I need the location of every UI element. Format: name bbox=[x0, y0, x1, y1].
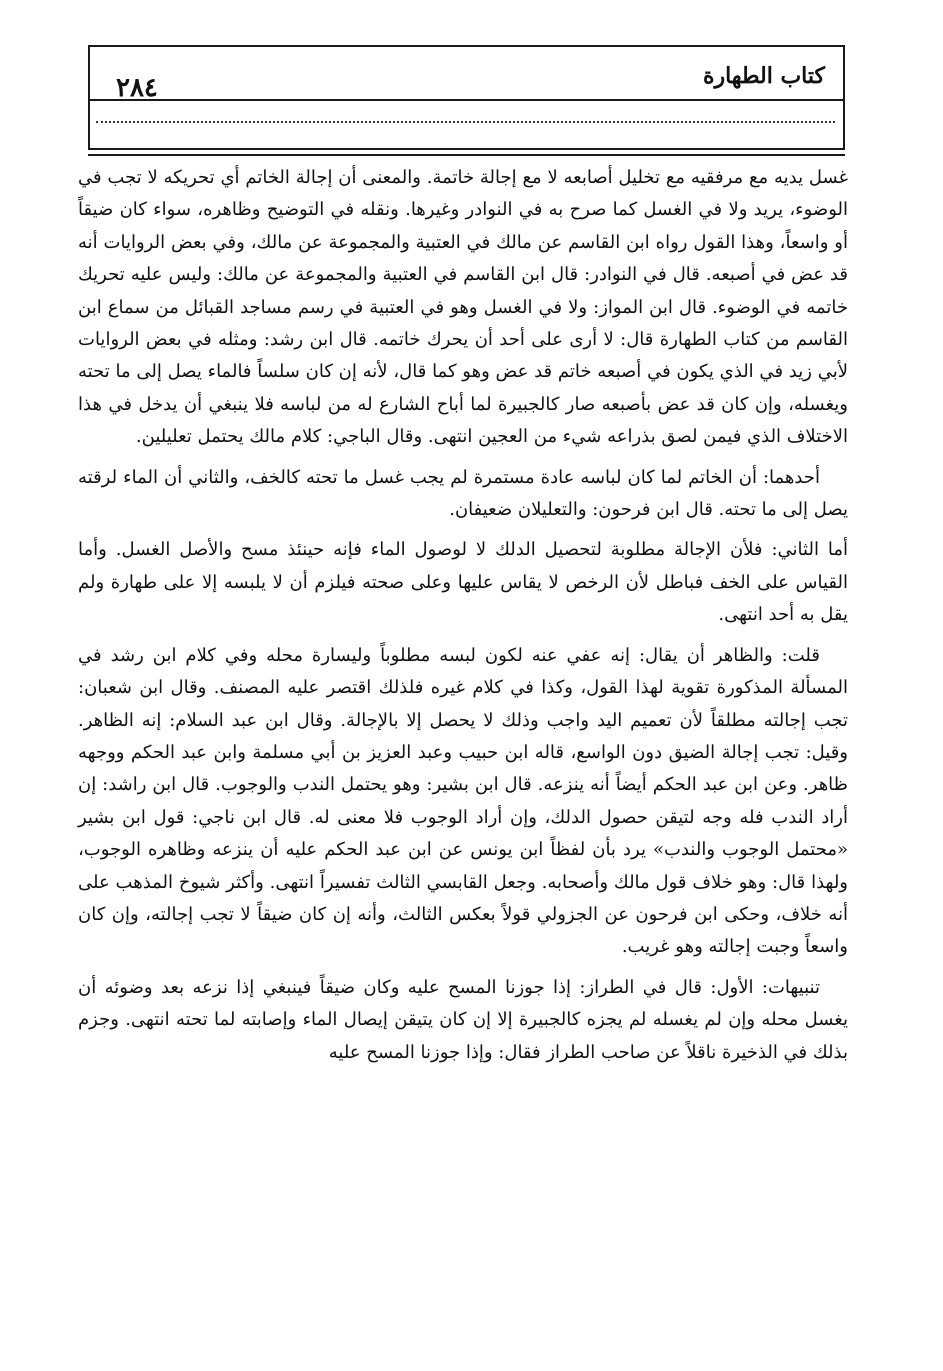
paragraph-2: أحدهما: أن الخاتم لما كان لباسه عادة مستمرة لم يجب غسل ما تحته كالخف، والثاني أن الماء لرقته يصل إلى ما تحته. قال ابن فرحون: والتعليلان ضعيفان. bbox=[78, 466, 848, 521]
paragraph-5: تنبيهات: الأول: قال في الطراز: إذا جوزنا المسح عليه وكان ضيقاً فينبغي إذا نزعه بعد وضوئه أن يغسل محله وإن لم يغسله لم يجزه كالجبيرة إلا إن كان يتيقن إيصال الماء وإصابته لما تحته انتهى. وجزم بذلك في الذخيرة ناقلاً عن صاحب الطراز فقال: وإذا جوزنا المسح عليه bbox=[78, 976, 848, 1063]
paragraph-3: أما الثاني: فلأن الإجالة مطلوبة لتحصيل الدلك لا لوصول الماء فإنه حينئذ مسح والأصل الغسل. وأما القياس على الخف فباطل لأن الرخص لا يقاس عليها وعلى صحته فيلزم أن لا يلبسه إلا على طهارة ولم يقل به أحد انتهى. bbox=[78, 539, 848, 626]
page-number: ٢٨٤ bbox=[116, 73, 158, 103]
dotted-divider bbox=[96, 121, 835, 123]
running-title: كتاب الطهارة bbox=[702, 63, 825, 89]
page-body bbox=[78, 162, 848, 1069]
paragraph-4: قلت: والظاهر أن يقال: إنه عفي عنه لكون لبسه مطلوباً وليسارة محله وفي كلام ابن رشد في المسألة المذكورة تقوية لهذا القول، وكذا في كلام غيره فلذلك اقتصر عليه المصنف. وقال ابن شعبان: تجب إجالته مطلقاً لأن تعميم اليد واجب وذلك لا يحصل إلا بالإجالة. وقال ابن عبد السلام: إنه الظاهر. وقيل: تجب إجالة الضيق دون الواسع، قاله ابن حبيب وعبد العزيز بن أبي مسلمة وابن عبد الحكم ووجهه ظاهر. وعن ابن عبد الحكم أيضاً أنه ينزعه. قال ابن بشير: وهو يحتمل الندب والوجوب. قال ابن راشد: إن أراد الندب فله وجه لتيقن حصول الدلك، وإن أراد الوجوب فلا معنى له. قال ابن ناجي: قول ابن بشير «محتمل الوجوب والندب» يرد بأن لفظاً ابن يونس عن ابن عبد الحكم عليه أن ينزعه وظاهره الوجوب، ولهذا قال: وهو خلاف قول مالك وأصحابه. وجعل القابسي الثالث تفسيراً انتهى. وأكثر شيوخ المذهب على أنه خلاف، وحكى ابن فرحون عن الجزولي قولاً بعكس الثالث، وأنه إن كان ضيقاً لا تجب إجالته، وإن كان واسعاً وجبت إجالته وهو غريب. bbox=[78, 644, 848, 958]
page-header bbox=[88, 45, 845, 150]
header-divider bbox=[90, 99, 843, 101]
paragraph-1: غسل يديه مع مرفقيه مع تخليل أصابعه لا مع إجالة خاتمة. والمعنى أن إجالة الخاتم أي تحريكه لا تجب في الوضوء، يريد ولا في الغسل كما صرح به في النوادر وغيرها. ونقله في التوضيح وظاهره، سواء كان ضيقاً أو واسعاً، وهذا القول رواه ابن القاسم عن مالك في العتبية والمجموعة عن مالك، وفي بعض الروايات أنه قد عض في أصبعه. قال في النوادر: قال ابن القاسم في العتبية والمجموعة عن مالك: وليس عليه تحريك خاتمه في الوضوء. قال ابن المواز: ولا في الغسل وهو في العتبية في رسم مساجد القبائل من سماع ابن القاسم من كتاب الطهارة قال: لا أرى على أحد أن يحرك خاتمه. قال ابن رشد: ومثله في بعض الروايات لأبي زيد في الذي يكون في أصبعه خاتم قد عض وهو كما قال، لأنه إن كان سلساً فالماء يصل إلى ما تحته ويغسله، وإن كان قد عض بأصبعه صار كالجبيرة لما أباح الشارع له من لباسه فلا ينبغي أن يدخل في هذا الاختلاف الذي فيمن لصق بذراعه شيء من العجين انتهى. وقال الباجي: كلام مالك يحتمل تعليلين. bbox=[78, 167, 848, 448]
body-top-rule bbox=[88, 154, 845, 156]
